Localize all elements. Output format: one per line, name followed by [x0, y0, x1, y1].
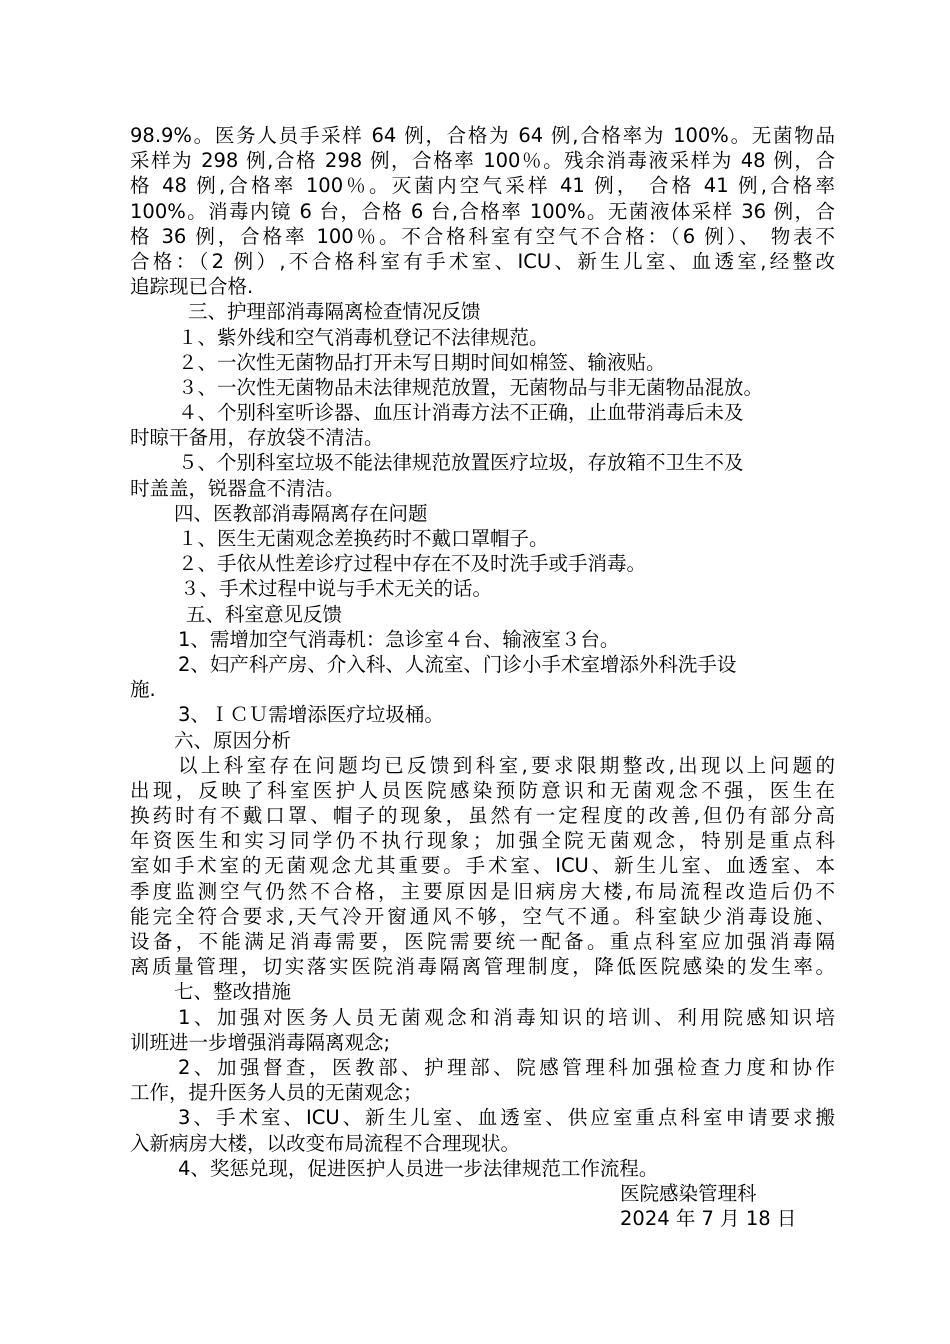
text-line: 四、医教部消毒隔离存在问题: [174, 501, 428, 525]
text-line: 2、加强督查，医教部、护理部、院感管理科加强检查力度和协作: [178, 1055, 835, 1079]
text-line: １、紫外线和空气消毒机登记不法律规范。: [178, 325, 549, 349]
text-line: 六、原因分析: [174, 728, 292, 752]
document-page: [130, 123, 835, 1231]
text-line: 4、奖惩兑现，促进医护人员进一步法律规范工作流程。: [178, 1156, 659, 1180]
text-line: 时盖盖，锐器盒不清洁。: [130, 476, 345, 500]
text-line: ２、手依从性差诊疗过程中存在不及时洗手或手消毒。: [178, 552, 647, 576]
text-line: 格 48 例,合格率 100％。灭菌内空气采样 41 例， 合格 41 例,合格率: [130, 174, 835, 198]
text-line: 换药时有不戴口罩、帽子的现象，虽然有一定程度的改善,但仍有部分高: [130, 804, 835, 828]
text-line: 以上科室存在问题均已反馈到科室,要求限期整改,出现以上问题的: [178, 753, 835, 777]
text-line: 季度监测空气仍然不合格，主要原因是旧病房大楼,布局流程改造后仍不: [130, 879, 835, 903]
text-line: ５、个别科室垃圾不能法律规范放置医疗垃圾，存放箱不卫生不及: [178, 451, 744, 475]
text-line: 1、加强对医务人员无菌观念和消毒知识的培训、利用院感知识培: [178, 1005, 835, 1029]
text-line: 离质量管理，切实落实医院消毒隔离管理制度，降低医院感染的发生率。: [130, 955, 835, 979]
text-line: 室如手术室的无菌观念尤其重要。手术室、ICU、新生儿室、血透室、本: [130, 854, 835, 878]
text-line: 2、妇产科产房、介入科、人流室、门诊小手术室增添外科洗手设: [178, 652, 737, 676]
text-line: 三、护理部消毒隔离检查情况反馈: [188, 300, 481, 324]
document-body: [130, 123, 835, 1181]
text-line: ３、一次性无菌物品未法律规范放置，无菌物品与非无菌物品混放。: [178, 375, 764, 399]
text-line: 合格：（2 例）,不合格科室有手术室、ICU、新生儿室、血透室,经整改: [130, 249, 835, 273]
text-line: 追踪现已合格.: [130, 275, 254, 299]
text-line: 3、ＩＣＵ需增添医疗垃圾桶。: [178, 703, 444, 727]
text-line: 出现，反映了科室医护人员医院感染预防意识和无菌观念不强，医生在: [130, 778, 835, 802]
text-line: 年资医生和实习同学仍不执行现象；加强全院无菌观念，特别是重点科: [130, 829, 835, 853]
text-line: 1、需增加空气消毒机：急诊室４台、输液室３台。: [178, 627, 620, 651]
text-line: 工作，提升医务人员的无菌观念；: [130, 1081, 423, 1105]
text-line: 采样为 298 例,合格 298 例，合格率 100％。残余消毒液采样为 48 例，合: [130, 149, 835, 173]
signature-department: 医院感染管理科: [620, 1181, 757, 1205]
text-line: 时晾干备用，存放袋不清洁。: [130, 426, 384, 450]
text-line: 能完全符合要求,天气冷开窗通风不够，空气不通。科室缺少消毒设施、: [130, 904, 835, 928]
text-line: 五、科室意见反馈: [186, 602, 343, 626]
text-line: 100%。消毒内镜 6 台，合格 6 台,合格率 100%。无菌液体采样 36 例，合: [130, 199, 835, 223]
text-line: 施.: [130, 678, 156, 702]
text-line: 98.9%。医务人员手采样 64 例，合格为 64 例,合格率为 100%。无菌物品: [130, 124, 835, 147]
text-line: １、医生无菌观念差换药时不戴口罩帽子。: [178, 527, 549, 550]
text-line: 七、整改措施: [174, 980, 292, 1004]
text-line: ３、手术过程中说与手术无关的话。: [180, 577, 493, 601]
text-line: 格 36 例，合格率 100％。不合格科室有空气不合格：（6 例）、 物表不: [130, 224, 835, 248]
signature-date: 2024 年 7 月 18 日: [620, 1207, 797, 1231]
text-line: ４、个别科室听诊器、血压计消毒方法不正确，止血带消毒后未及: [178, 401, 744, 425]
text-line: ２、一次性无菌物品打开未写日期时间如棉签、输液贴。: [178, 350, 666, 374]
text-line: 训班进一步增强消毒隔离观念;: [130, 1030, 391, 1054]
text-line: 设备，不能满足消毒需要，医院需要统一配备。重点科室应加强消毒隔: [130, 930, 835, 953]
text-line: 3、手术室、ICU、新生儿室、血透室、供应室重点科室申请要求搬: [178, 1106, 835, 1130]
text-line: 入新病房大楼，以改变布局流程不合理现状。: [130, 1131, 521, 1155]
